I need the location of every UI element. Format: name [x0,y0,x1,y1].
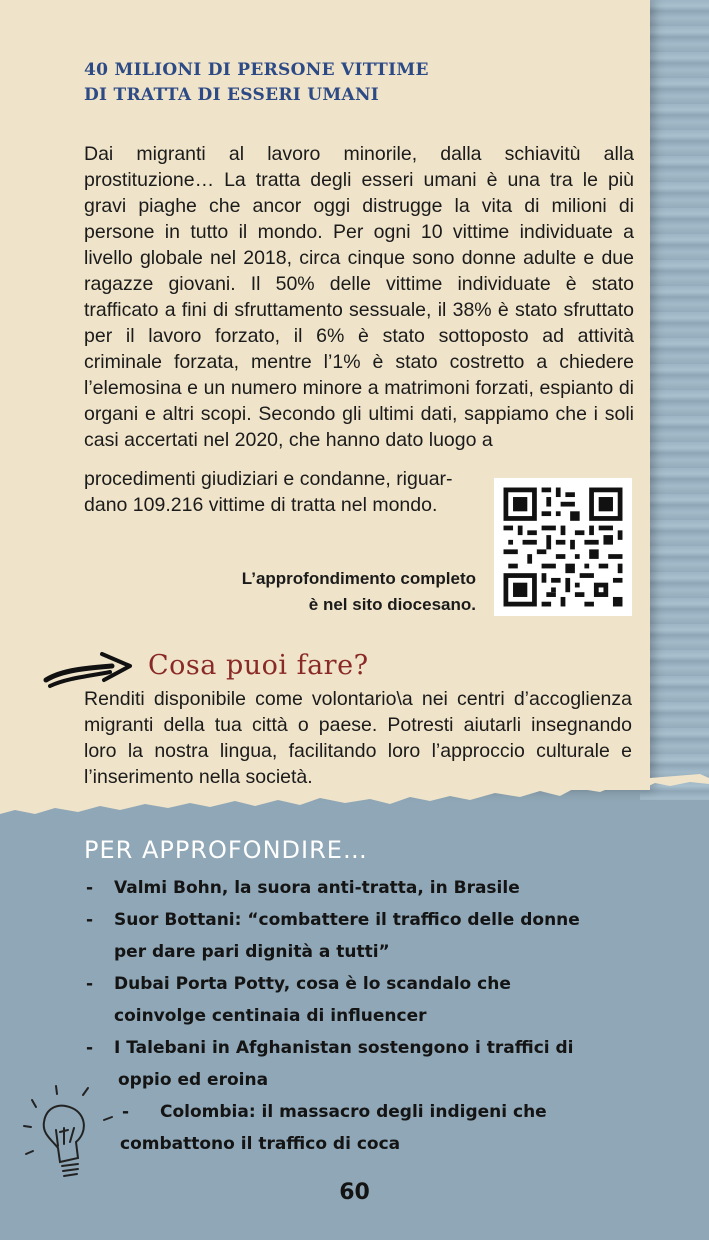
further-reading-line: Colombia: il massacro degli indigeni che [160,1102,547,1122]
further-reading-line: Suor Bottani: “combattere il traffico delle donne [114,910,580,930]
action-text: Renditi disponibile come volontario\a nei centri d’accoglienza migranti della tua città o paese. Potresti aiutarli insegnando loro la nostra lingua, facilitando loro l’approccio culturale e l’inserimento nella società. [84,688,632,788]
further-reading-item[interactable] [84,1032,644,1096]
article-headline [84,58,544,108]
article-body: Dai migranti al lavoro minorile, dalla schiavitù alla prostituzione… La tratta degli esseri umani è una tra le più gravi piaghe che ancor oggi distrugge la vita di milioni di persone in tutto il mondo. Per ogni 10 vittime individuate a livello globale nel 2018, circa cinque sono donne adulte e due ragazze giovani. Il 50% delle vittime individuate è stato trafficato a fini di sfruttamento sessuale, il 38% è stato sfruttato per il lavoro forzato, il 6% è stato sottoposto ad attività criminale forzata, mentre l’1% è stato costretto a chiedere l’elemosina e un numero minore a matrimoni forzati, espianto di organi e altri scopi. Secondo gli ultimi dati, sappiamo che i soli casi accertati nel 2020, che hanno dato luogo a [84,143,634,451]
article-body-tail [84,466,484,518]
further-reading-item[interactable] [84,872,644,904]
further-reading-line: coinvolge centinaia di influencer [114,1006,427,1026]
headline-line-2: DI TRATTA DI ESSERI UMANI [84,85,380,105]
note-line-1: L’approfondimento completo [241,569,476,588]
further-reading-line: combattono il traffico di coca [120,1134,401,1154]
lightbulb-icon [20,1080,120,1190]
further-reading-item[interactable] [84,1096,644,1160]
body-tail-line-2: dano 109.216 vittime di tratta nel mondo. [84,494,438,516]
page-number: 60 [339,1180,370,1205]
further-reading-line: oppio ed eroina [118,1070,269,1090]
further-reading-list [84,872,644,1160]
action-title: Cosa puoi fare? [148,650,369,681]
further-reading-line: Dubai Porta Potty, cosa è lo scandalo che [114,974,511,994]
further-reading-title: PER APPROFONDIRE… [84,836,368,864]
further-reading-item[interactable] [84,904,644,968]
wood-background [640,0,709,800]
qr-code-graphic [494,478,632,616]
further-reading-item[interactable] [84,968,644,1032]
further-reading-line: Valmi Bohn, la suora anti-tratta, in Brasile [114,878,520,898]
headline-line-1: 40 MILIONI DI PERSONE VITTIME [84,60,429,80]
further-reading-line: I Talebani in Afghanistan sostengono i traffici di [114,1038,574,1058]
website-note [170,566,476,618]
qr-code-icon[interactable] [494,478,632,616]
note-line-2: è nel sito diocesano. [308,595,476,614]
further-reading-line: per dare pari dignità a tutti” [114,942,390,962]
body-tail-line-1: procedimenti giudiziari e condanne, riguar- [84,468,453,490]
